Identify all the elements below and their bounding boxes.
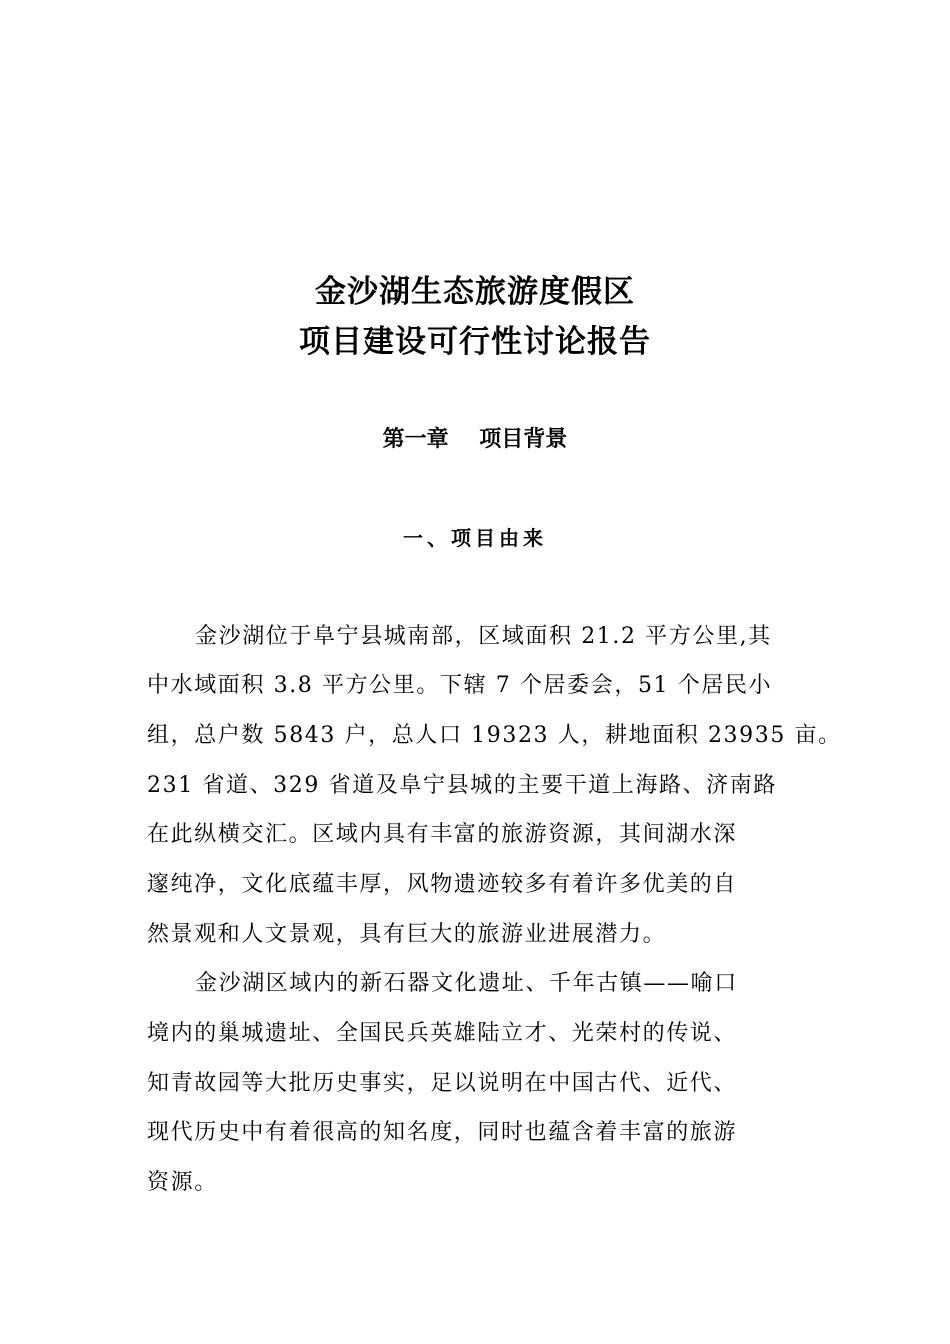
paragraph-2-line-4: 现代历史中有着很高的知名度，同时也蕴含着丰富的旅游 bbox=[147, 1120, 738, 1145]
section-heading: 一、项目由来 bbox=[403, 526, 547, 550]
paragraph-2-line-1: 金沙湖区域内的新石器文化遗址、千年古镇——喻口 bbox=[195, 971, 738, 996]
paragraph-2-line-3: 知青故园等大批历史事实，足以说明在中国古代、近代、 bbox=[147, 1071, 738, 1096]
paragraph-1-line-4: 231 省道、329 省道及阜宁县城的主要干道上海路、济南路 bbox=[147, 773, 777, 798]
paragraph-2-line-2: 境内的巢城遗址、全国民兵英雄陆立才、光荣村的传说、 bbox=[147, 1021, 738, 1046]
paragraph-1-line-7: 然景观和人文景观，具有巨大的旅游业进展潜力。 bbox=[147, 922, 667, 947]
paragraph-1-line-1: 金沙湖位于阜宁县城南部，区域面积 21.2 平方公里,其 bbox=[195, 624, 772, 649]
paragraph-2-line-5: 资源。 bbox=[147, 1170, 218, 1195]
paragraph-1-line-3: 组，总户数 5843 户，总人口 19323 人，耕地面积 23935 亩。 bbox=[147, 723, 842, 748]
paragraph-1-line-6: 邃纯净，文化底蕴丰厚，风物遗迹较多有着许多优美的自 bbox=[147, 872, 738, 897]
chapter-heading: 第一章 项目背景 bbox=[382, 427, 568, 452]
document-title-line-1: 金沙湖生态旅游度假区 bbox=[315, 274, 635, 310]
paragraph-1-line-5: 在此纵横交汇。区域内具有丰富的旅游资源，其间湖水深 bbox=[147, 822, 738, 847]
paragraph-1-line-2: 中水域面积 3.8 平方公里。下辖 7 个居委会，51 个居民小 bbox=[147, 673, 773, 698]
document-title-line-2: 项目建设可行性讨论报告 bbox=[299, 324, 651, 360]
